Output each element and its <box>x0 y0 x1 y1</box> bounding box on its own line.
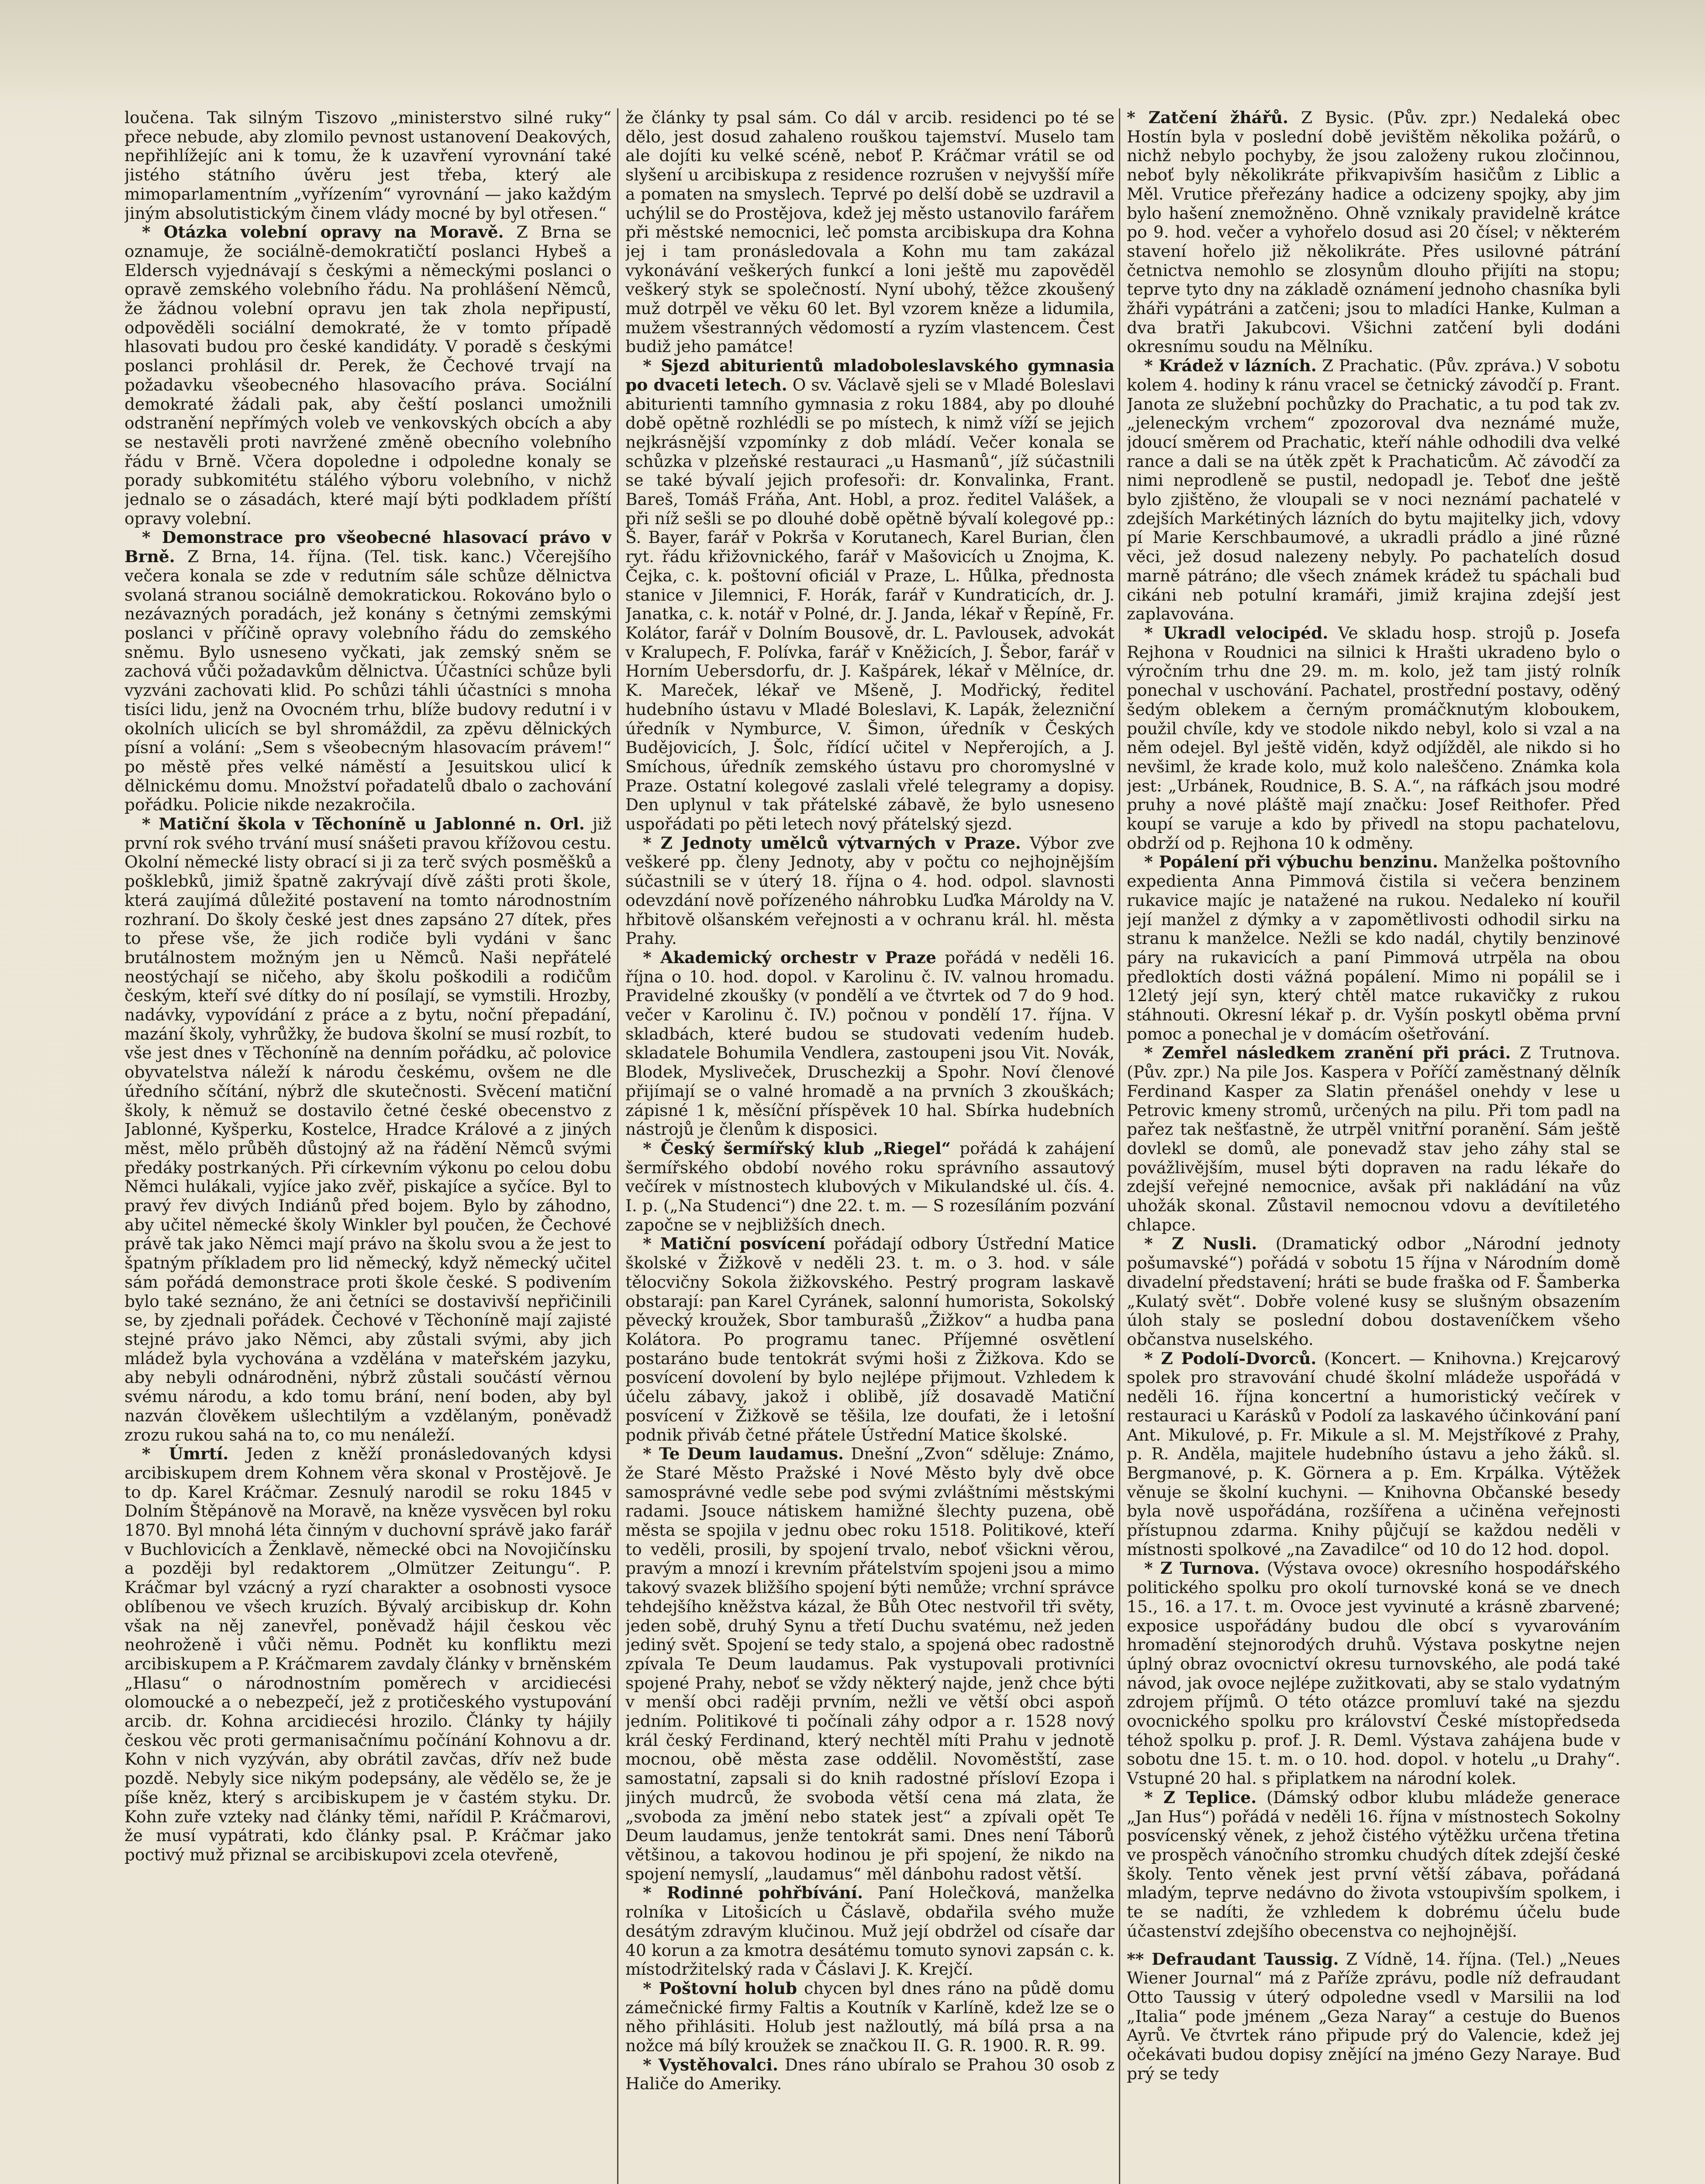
page-top-margin <box>0 0 1705 100</box>
article-paragraph <box>1127 1559 1620 1788</box>
article-paragraph <box>1127 356 1620 624</box>
article-headline: * Z Teplice. <box>1144 1787 1257 1807</box>
article-body: Dnešní „Zvon“ sděluje: Známo, že Staré Město Pražské i Nové Město byly dvě obce samosprávné vedle sebe pod svými zvláštními městskými radami. Jsouce nátiskem hamižné šlechty puzena, obě města se spojila v jednu obec roku 1518. Politikové, kteří to veděli, prosili, by spojení trvalo, neboť všickni věrou, pravým a mnozí i krevním přátelstvím spojeni jsou a mimo takový svazek bližšího spojení býti nemůže; vrchní správce tehdejšího kněžstva kázal, že Bůh Otec nestvořil tři světy, jeden sobě, druhý Synu a třetí Duchu svatému, než jeden jediný svět. Spojení se tedy stalo, a spojená obec radostně zpívala Te Deum laudamus. Pak vystupovali protivníci spojené Prahy, neboť se vždy některý najde, jenž chce býti v menší obci raději prvním, nežli ve větší obci aspoň jedním. Politikové ti počínali záhy odpor a r. 1528 nový král český Ferdinand, který nechtěl míti Prahu v jednotě mocnou, obě města zase oddělil. Novoměstští, zase samostatní, zapsali si do knih radostné přísloví Ezopa i jiných mudrců, že svoboda větší cena má zlata, že „svoboda za jmění nebo statek jest“ a zpívali opět Te Deum laudamus, jenže tentokrát sami. Dnes není Táborů většinou, a takovou hodinou je při spojení, že nikdo na spojení nemyslí, „laudamus“ měl dánbohu radost větší. <box>625 1444 1115 1883</box>
article-paragraph <box>625 2056 1115 2094</box>
article-headline: * Zemřel následkem zranění při práci. <box>1144 1043 1511 1063</box>
article-headline: * Popálení při výbuchu benzinu. <box>1144 852 1438 872</box>
article-body: Výbor zve veškeré pp. členy Jednoty, aby v počtu co nejhojnějším súčastnili se v úterý 18. října o 4. hod. odpol. slavnosti odevzdání nově pořízeného náhrobku Luďka Mároldy na V. hřbitově olšanském veřejnosti a v ochranu král. hl. města Prahy. <box>625 833 1115 948</box>
article-body: Manželka poštovního expedienta Anna Pimmová čistila si večera benzinem rukavice majíc je natažené na rukou. Nedaleko ní kouřil její manžel z dýmky a v zapomětlivosti odhodil sirku na stranu k manželce. Nežli se kdo nadál, chytily benzinové páry na rukavicích a paní Pimmová utrpěla na obou předloktích dosti vážná popálení. Mimo ni popálil se i 12letý její syn, který chtěl matce rukavičky z rukou stáhnouti. Okresní lékař p. dr. Vyšín poskytl oběma první pomoc a ponechal je v domácím ošetřování. <box>1127 852 1620 1044</box>
article-body: loučena. Tak silným Tiszovo „ministerstvo silné ruky“ přece nebude, aby zlomilo pevnost ustanovení Deakových, nepřihlížejíc ani k tomu, že k uzavření vyrovnání také jistého státního úvěru jest třeba, který ale mimoparlamentním „vyřízením“ vyrovnání — jako každým jiným absolutistickým činem vlády mocné by byl otřesen.“ <box>124 108 611 223</box>
article-headline: * Ukradl velocipéd. <box>1144 623 1329 643</box>
article-headline: * Matiční škola v Těchoníně u Jablonné n. Orl. <box>142 814 585 834</box>
column-right <box>1127 108 1620 2184</box>
article-body: O sv. Václavě sjeli se v Mladé Boleslavi abiturienti tamního gymnasia z roku 1884, aby po dlouhé době opětně rozhlédli se po místech, k nimž víží se jejich nejkrásnější vzpomínky z dob mládí. Večer konala se schůzka v plzeňské restauraci „u Hasmanů“, jíž súčastnili se také bývalí jejich profesoři: dr. Konvalinka, Frant. Bareš, Tomáš Fráňa, Ant. Hobl, a proz. ředitel Valášek, a při níž sešli se po dlouhé době opětně bývalí kolegové pp.: Š. Bayer, farář v Pokrša v Korutanech, Karel Burian, člen ryt. řádu křižovnického, farář v Mašovicích u Znojma, K. Čejka, c. k. poštovní oficiál v Praze, L. Hůlka, přednosta stanice v Jilemnici, F. Horák, farář v Kundraticích, dr. J. Janatka, c. k. notář v Polné, dr. J. Janda, lékař v Řepíně, Fr. Kolátor, farář v Dolním Bousově, dr. L. Pavlousek, advokát v Kralupech, F. Polívka, farář v Kněžicích, J. Šebor, farář v Horním Uebersdorfu, dr. J. Kašpárek, lékař v Mělníce, dr. K. Mareček, lékař ve Mšeně, J. Modřický, ředitel hudebního ústavu v Mladé Boleslavi, K. Lapák, železniční úředník v Nymburce, V. Šimon, úředník v Českých Budějovicích, J. Šolc, řídící učitel v Nepřerojích, a J. Smíchous, úředník zemského ústavu pro choromyslné v Praze. Ostatní kolegové zaslali vřelé telegramy a dopisy. Den uplynul v tak přátelské zábavě, že bylo usneseno uspořádati po pěti letech nový přátelský sjezd. <box>625 375 1115 834</box>
article-paragraph <box>124 223 611 528</box>
article-headline: * Demonstrace pro všeobecné hlasovací právo v Brně. <box>124 528 611 567</box>
article-paragraph <box>625 834 1115 948</box>
article-paragraph <box>625 1234 1115 1444</box>
article-body: pořádají odbory Ústřední Matice školské v Žižkově v neděli 23. t. m. o 3. hod. v sále tělocvičny Sokola žižkovského. Pestrý program laskavě obstarají: pan Karel Cyránek, salonní humorista, Sokolský pěvecký kroužek, Sbor tamburašů „Žižkov“ a hudba pana Kolátora. Po programu tanec. Příjemné osvětlení postaráno bude tentokrát svými hoši z Žižkova. Kdo se posvícení dovolení by bylo nejlépe přijmout. Vzhledem k účelu zábavy, jakož i oblibě, jíž dosavadě Matiční posvícení v Žižkově se těšila, lze doufati, že i letošní podnik přiváb četné přátele Ústřední Matice školské. <box>625 1234 1115 1444</box>
article-paragraph <box>1127 1788 1620 1941</box>
column-rule <box>1119 108 1120 2184</box>
article-body: Z Vídně, 14. října. (Tel.) „Neues Wiener Journal“ má z Paříže zprávu, podle níž defraudant Otto Taussig v úterý odpoledne vsedl v Marsilii na loď „Italia“ pode jménem „Geza Naray“ a cestuje do Buenos Ayrů. Ve čtvrtek ráno připude prý do Valencie, kdež jej očekávati budou dopisy znějící na jméno Gezy Naraye. Buď prý se tedy <box>1127 1949 1620 2083</box>
article-headline: ** Defraudant Taussig. <box>1127 1949 1339 1969</box>
article-body: (Výstava ovoce) okresního hospodářského politického spolku pro okolí turnovské koná se ve dnech 15., 16. a 17. t. m. Ovoce jest vyvinuté a krásně zbarvené; exposice uspořádány budou dle obcí s vyvarováním hromadění stejnorodých druhů. Výstava poskytne nejen úplný obraz ovocnictví okresu turnovského, ale podá také návod, jak ovoce nejlépe zužitkovati, aby se stalo vydatným zdrojem příjmů. O této otázce promluví také na sjezdu ovocnického spolku pro království České místopředseda téhož spolku p. prof. J. R. Deml. Výstava zahájena bude v sobotu dne 15. t. m. o 10. hod. dopol. v hotelu „u Drahy“. Vstupné 20 hal. s připlatkem na národní kolek. <box>1127 1559 1620 1788</box>
article-paragraph <box>1127 1950 1620 2084</box>
article-body: Z Bysic. (Pův. zpr.) Nedaleká obec Hostín byla v poslední době jevištěm několika požárů, o nichž nebylo pochyby, že jsou založeny rukou zločinnou, neboť byly několikráte přikvapivším hasičům z Liblic a Měl. Vrutice přeřezány hadice a odcizeny spojky, aby jim bylo hašení znemožněno. Ohně vznikaly pravidelně krátce po 9. hod. večer a vyhořelo dosud asi 20 čísel; v některém stavení hořelo již několikráte. Přes usilovné pátrání četnictva nemohlo se zlosynům dlouho přijíti na stopu; teprve tyto dny na základě oznámení jednoho chasníka byli žháři vypátráni a zatčeni; jsou to mladíci Hanke, Kulman a dva bratři Jakubcovi. Všichni zatčení byli dodáni okresnímu soudu na Mělníku. <box>1127 108 1620 356</box>
article-body: Ve skladu hosp. strojů p. Josefa Rejhona v Roudnici na silnici k Hrašti ukradeno bylo o výročním trhu dne 29. m. m. kolo, jež tam jistý rolník ponechal v uschování. Pachatel, prostřední postavy, oděný šedým oblekem a černým promáčknutým kloboukem, použil chvíle, kdy ve stodole nikdo nebyl, kolo si vzal a na něm odejel. Byl ještě viděn, když odjížděl, ale nikdo si ho nevšiml, že krade kolo, muž kolo naleščeno. Známka kola jest: „Urbánek, Roudnice, B. S. A.“, na ráfkách jsou modré pruhy a nové pláště mají značku: Josef Reithofer. Před koupí se varuje a kdo by přivedl na stopu pachatelovu, obdrží od p. Rejhona 10 k odměny. <box>1127 623 1620 853</box>
article-headline: * Otázka volební opravy na Moravě. <box>142 222 504 242</box>
column-left <box>124 108 611 2184</box>
article-paragraph <box>124 1444 611 1864</box>
article-headline: * Krádež v lázních. <box>1144 356 1317 376</box>
article-paragraph <box>1127 853 1620 1044</box>
article-body: Paní Holečková, manželka rolníka v Litošicích u Čáslavě, obdařila svého muže desátým zdravým klučinou. Muž její obdržel od císaře dar 40 korun a za kmotra desátému tomuto synovi zapsán c. k. místodržitelský rada v Čáslavi J. K. Krejčí. <box>625 1883 1115 1979</box>
article-headline: * Český šermířský klub „Riegel“ <box>643 1138 951 1158</box>
article-body: Z Trutnova. (Pův. zpr.) Na pile Jos. Kaspera v Poříčí zaměstnaný dělník Ferdinand Kasper za Slatin přenášel onehdy v lese u Petrovic kmeny stromů, určených na pilu. Při tom padl na pařez tak nešťastně, že utrpěl vnitřní poranění. Sám ještě dovlekl se domů, ale ponevadž stav jeho záhy stal se povážlivějším, musel býti dopraven na radu lékaře do zdejší veřejné nemocnice, avšak při nakládání na vůz uhožák skonal. Zůstavil nemocnou vdovu a devítiletého chlapce. <box>1127 1043 1620 1234</box>
article-body: již první rok svého trvání musí snášeti pravou křížovou cestu. Okolní německé listy obrací si ji za terč svých posměšků a pošklebků, jimiž špatně zakrývají dívě zášti proti škole, která zaujímá důležité postavení na tomto národnostním rozhraní. Do školy české jest dnes zapsáno 27 dítek, přes to přese vše, že jich rodiče byli vydáni v šanc brutálnostem možným jen u Němců. Naši nepřátelé neostýchají se ničeho, aby školu poškodili a rodičům českým, kteří své dítky do ní posílají, se vymstili. Hrozby, nadávky, vypovídání z práce a z bytu, noční přepadání, mazání školy, vyhrůžky, že budova školní se musí rozbít, to vše jest dnes v Těchoníně na denním pořádku, ač polovice obyvatelstva náleží k národu českému, ovšem ne dle úředního sčítání, nýbrž dle skutečnosti. Svěcení matiční školy, k němuž se dostavilo četné české obecenstvo z Jablonné, Kyšperku, Kostelce, Hradce Králové a z jiných měst, mělo průběh důstojný až na řádění Němců svými předáky postrkaných. Při církevním výkonu po celou dobu Němci hulákali, vyjíce jako zvěř, piskajíce a syčíce. Byl to pravý řev divých Indiánů před bojem. Bylo by záhodno, aby učitel německé školy Winkler byl poučen, že Čechové právě tak jako Němci mají právo na školu svou a že jest to špatným příkladem pro lid německý, když německý učitel sám pořádá demonstrace proti škole české. S podivením bylo také seznáno, že ani četníci se dostavivší nepřičinili se, by zjednali pořádek. Čechové v Těchoníně mají zajisté stejné právo jako Němci, aby zůstali svými, aby jich mládež byla vychována a vzdělána v mateřském jazyku, aby nebyli odnárodněni, nýbrž zůstali součástí věrnou svému národu, a kdo tomu brání, není boden, aby byl nazván člověkem ušlechtilým a vzdělaným, poněvadž zrozu rukou sahá na to, co mu nenáleží. <box>124 814 611 1444</box>
article-paragraph <box>625 356 1115 834</box>
article-paragraph <box>625 1883 1115 1979</box>
article-paragraph <box>1127 1349 1620 1559</box>
article-paragraph <box>124 108 611 223</box>
article-paragraph <box>1127 1234 1620 1349</box>
article-body: že články ty psal sám. Co dál v arcib. residenci po té se dělo, jest dosud zahaleno rouškou tajemství. Muselo tam ale dojíti ku velké scéně, neboť P. Kráčmar vrátil se od slyšení u arcibiskupa z residence rozrušen v nejvyšší míře a pomaten na smyslech. Teprvé po delší době se uzdravil a uchýlil se do Prostějova, kdež jej město ustanovilo farářem při městské nemocnici, leč pomsta arcibiskupa drа Kohna jej i tam pronásledovala a Kohn mu tam zakázal vykonávání veškerých funkcí a loni ještě mu zapověděl veškerý styk se společností. Nyní ubohý, těžce zkoušený muž dotrpěl ve věku 60 let. Byl vzorem kněze a lidumila, mužem všestranných vědomostí a ryzím vlastencem. Čest budiž jeho památce! <box>625 108 1115 356</box>
article-paragraph <box>625 108 1115 356</box>
article-headline: * Z Nusli. <box>1144 1234 1257 1254</box>
article-headline: * Sjezd abiturientů mladoboleslavského gymnasia po dvaceti letech. <box>625 356 1115 394</box>
article-headline: * Zatčení žhářů. <box>1127 108 1288 127</box>
article-headline: * Úmrtí. <box>142 1444 229 1464</box>
article-body: (Koncert. — Knihovna.) Krejcarový spolek pro stravování chudé školní mládeže uspořádá v neděli 16. října koncertní a humoristický večírek v restauraci u Karásků v Podolí za laskavého účinkování paní Ant. Mikulové, p. Fr. Mikule a sl. M. Mejstříkové z Prahy, p. R. Anděla, majitele hudebního ústavu a jeho žáků. sl. Bergmanové, p. K. Görnera a p. Em. Krpálka. Výtěžek věnuje se školní kuchyni. — Knihovna Občanské besedy byla nově uspořádána, rozšířena a učiněna veřejnosti přístupnou zdarma. Knihy půjčují se každou neděli v místnosti spolkové „na Zavadilce“ od 10 do 12 hod. dopol. <box>1127 1348 1620 1559</box>
article-paragraph <box>625 1139 1115 1235</box>
article-paragraph <box>124 528 611 815</box>
article-body: Jeden z kněží pronásledovaných kdysi arcibiskupem drem Kohnem věra skonal v Prostějově. Je to dp. Karel Kráčmar. Zesnulý narodil se roku 1845 v Dolním Štěpánově na Moravě, na kněze vysvěcen byl roku 1870. Byl mnohá léta činným v duchovní správě jako farář v Buchlovicích a Ženklavě, německé obci na Novojičínsku a později byl redaktorem „Olmützer Zeitungu“. P. Kráčmar byl vzácný a ryzí charakter a osobnosti vysoce oblíbenou ve všech kruzích. Bývalý arcibiskup dr. Kohn však na něj zanevřel, poněvadž hájil českou věc neohroženě i vůči němu. Podnět ku konfliktu mezi arcibiskupem a P. Kráčmarem zavdaly články v brněnském „Hlasu“ o národnostním poměrech v arcidiecési olomoucké a o nebezpečí, jež z protičeského vystupování arcib. dr. Kohna arcidiecési hrozilo. Články ty hájily českou věc proti germanisačnímu počínání Kohnovu a dr. Kohn v nich vyzýván, aby obrátil zavčas, dřív než bude pozdě. Nebyly sice nikým podepsány, ale vědělo se, že je píše kněz, který s arcibiskupem je v častém styku. Dr. Kohn zuře vzteky nad články těmi, nařídil P. Kráčmarovi, že musí vypátrati, kdo články psal. P. Kráčmar jako poctivý muž přiznal se arcibiskupovi zcela otevřeně, <box>124 1444 611 1864</box>
article-body: Z Brna, 14. října. (Tel. tisk. kanc.) Včerejšího večera konala se zde v redutním sále schůze dělnictva svolaná stranou sociálně demokratickou. Rokováno bylo o nezávazných poradách, jež konány s četnými zemskými poslanci v příčině opravy volebního řádu do zemského sněmu. Bylo usneseno vyčkati, jak zemský sněm se zachová vůči požadavkům dělnictva. Účastníci schůze byli vyzváni zachovati klid. Po schůzi táhli účastníci s mnoha tisíci lidu, jenž na Ovocném trhu, blíže budovy redutní i v okolních ulicích se byl shromáždil, za zpěvu dělnických písní a volání: „Sem s všeobecným hlasovacím právem!“ po městě přes velké náměstí a Jesuitskou ulicí k dělnickému domu. Množství pořadatelů dbalo o zachování pořádku. Policie nikde nezakročila. <box>124 547 611 815</box>
article-paragraph <box>625 1444 1115 1883</box>
article-headline: * Z Jednoty umělců výtvarných v Praze. <box>643 833 1021 853</box>
article-headline: * Akademický orchestr v Praze <box>643 947 936 967</box>
article-paragraph <box>1127 108 1620 356</box>
article-paragraph <box>625 948 1115 1139</box>
article-body: pořádá k zahájení šermířského období nového roku správního assautový večírek v místnostech klubových v Mikulandské ul. čís. 4. I. p. („Na Studenci“) dne 22. t. m. — S rozesíláním pozvání započne se v nejbližších dnech. <box>625 1138 1115 1234</box>
article-paragraph <box>1127 624 1620 853</box>
section-separator <box>1127 1941 1620 1950</box>
article-body: (Dramatický odbor „Národní jednoty pošumavské“) pořádá v sobotu 15 října v Národním domě divadelní představení; hráti se bude fraška od F. Šamberka „Kulatý svět“. Dobře volené kusy se slušným obsazením úloh staly se poslední dobou dostaveníčkem všeho občanstva nuselského. <box>1127 1234 1620 1349</box>
article-body: Z Prachatic. (Pův. zpráva.) V sobotu kolem 4. hodiny k ránu vracel se četnický závodčí p. Frant. Janota ze služební pochůzky do Prachatic, a tu pod tak zv. „jeleneckým vrchem“ zpozoroval dva neznámé muže, jdoucí směrem od Prachatic, kteří náhle odhodili dva velké rance a dali se na útěk zpět k Prachaticům. Ač závodčí za nimi neprodleně se pustil, nedopadl je. Teboť dne ještě bylo zjištěno, že vloupali se v noci neznámí pachatelé v zdejších Markétiných lázních do bytu majitelky jich, vdovy pí Marie Kerschbaumové, a ukradli prádlo a jiné různé věci, jež dosud nalezeny nebyly. Po pachatelích dosud marně pátráno; dle všech známek krádež tu spáchali buď cikáni neb potulní kramáři, jimiž krajina zdejší jest zaplavována. <box>1127 356 1620 624</box>
article-paragraph <box>124 815 611 1444</box>
article-headline: * Matiční posvícení <box>643 1234 826 1254</box>
article-headline: * Rodinné pohřbívání. <box>643 1883 863 1903</box>
article-headline: * Te Deum laudamus. <box>643 1444 844 1464</box>
article-headline: * Z Turnova. <box>1144 1559 1260 1578</box>
column-middle <box>625 108 1115 2184</box>
article-body: chycen byl dnes ráno na půdě domu zámečnické firmy Faltis a Koutník v Karlíně, kdež lze se o něho přihlásiti. Holub jest nažloutlý, má bílá prsa a na nožce má bílý kroužek se značkou II. G. R. 1900. R. R. 99. <box>625 1978 1115 2056</box>
article-body: (Dámský odbor klubu mládeže generace „Jan Hus“) pořádá v neděli 16. října v místnostech Sokolny posvícenský věnek, z jehož čistého výtěžku určena třetina ve prospěch vánočního stromku chudých dítek zdejší české školy. Tento věnek jest první větší zábava, pořádaná mladým, teprve nedávno do života vstoupivším spolkem, i te se nadíti, že vzhledem k dobrému účelu bude účastenství zdejšího obecenstva co nejhojnější. <box>1127 1787 1620 1941</box>
article-paragraph <box>625 1979 1115 2056</box>
article-body: pořádá v neděli 16. října o 10. hod. dopol. v Karolinu č. IV. valnou hromadu. Pravidelné zkoušky (v pondělí a ve čtvrtek od 7 do 9 hod. večer v Karolinu č. IV.) počnou v pondělí 17. října. V skladbách, které budou se studovati vedením hudeb. skladatele Bohumila Vendlera, zastoupeni jsou Vit. Novák, Blodek, Mysliveček, Druschezkij a Spohr. Noví členové přijímají se o valné hromadě a na prvních 3 zkouškách; zápisné 1 k, měsíční příspěvek 10 hal. Sbírka hudebních nástrojů je členům k disposici. <box>625 947 1115 1139</box>
article-body: Z Brna se oznamuje, že sociálně-demokratičtí poslanci Hybeš a Eldersch vyjednávají s českými a německými poslanci o opravě zemského volebního řádu. Na prohlášení Němců, že žádnou volební opravu jen tak zhola nepřipustí, odpověděli sociální demokraté, že v tomto případě hlasovati budou pro české kandidáty. V poradě s českými poslanci prohlásil dr. Perek, že Čechové trvají na požadavku všeobecného hlasovacího práva. Sociální demokraté žádali pak, aby čeští poslanci umožnili odstranění nepřímých voleb ve venkovských obcích a aby se nestavěli proti navržené změně obecního volebního řádu v Brně. Včera dopoledne i odpoledne konaly se porady subkomitétu stálého výboru volebního, v nichž jednalo se o zásadách, které mají býti podkladem příští opravy volební. <box>124 222 611 528</box>
article-paragraph <box>1127 1044 1620 1234</box>
article-body: Dnes ráno ubíralo se Prahou 30 osob z Haliče do Ameriky. <box>625 2055 1115 2094</box>
column-rule <box>617 108 618 2184</box>
article-headline: * Vystěhovalci. <box>643 2055 778 2074</box>
article-headline: * Z Podolí-Dvorců. <box>1144 1348 1317 1368</box>
article-headline: * Poštovní holub <box>643 1978 797 1998</box>
